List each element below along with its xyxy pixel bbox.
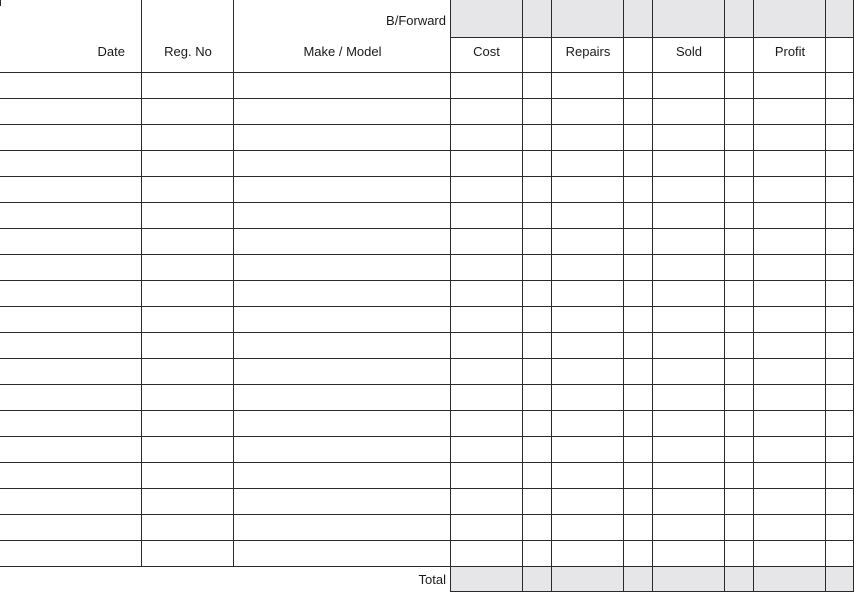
col-divider-num [551,0,552,592]
row-line [0,358,854,359]
row-line [0,566,854,567]
row-line [0,98,854,99]
date-column-header: Date [97,44,125,59]
row-line [0,150,854,151]
col-divider-num [652,0,653,592]
row-line [0,306,854,307]
row-line [0,72,854,73]
row-line [0,410,854,411]
col-divider-num [724,0,725,592]
total-label: Total [418,572,446,587]
row-line [0,124,854,125]
row-line [0,462,854,463]
row-line [0,176,854,177]
row-line [0,254,854,255]
col-divider-num [825,0,826,592]
row-line [0,384,854,385]
corner-tick [0,0,1,6]
row-line [0,514,854,515]
col-divider-num [753,0,754,592]
col-divider-num [623,0,624,592]
reg-no-column-header: Reg. No [164,44,212,59]
row-line [0,228,854,229]
row-line [0,488,854,489]
col-divider-date [141,0,142,567]
row-line [0,202,854,203]
row-line [0,332,854,333]
row-line [0,280,854,281]
col-divider-num [522,0,523,592]
sold-column-header: Sold [675,44,703,59]
row-line [0,436,854,437]
row-line [0,540,854,541]
profit-column-header: Profit [774,44,806,59]
col-divider-reg [233,0,234,567]
bforward-label: B/Forward [386,13,446,28]
col-divider-make [450,0,451,592]
cost-column-header: Cost [473,44,500,59]
make-model-column-header: Make / Model [303,44,382,59]
repairs-column-header: Repairs [565,44,611,59]
